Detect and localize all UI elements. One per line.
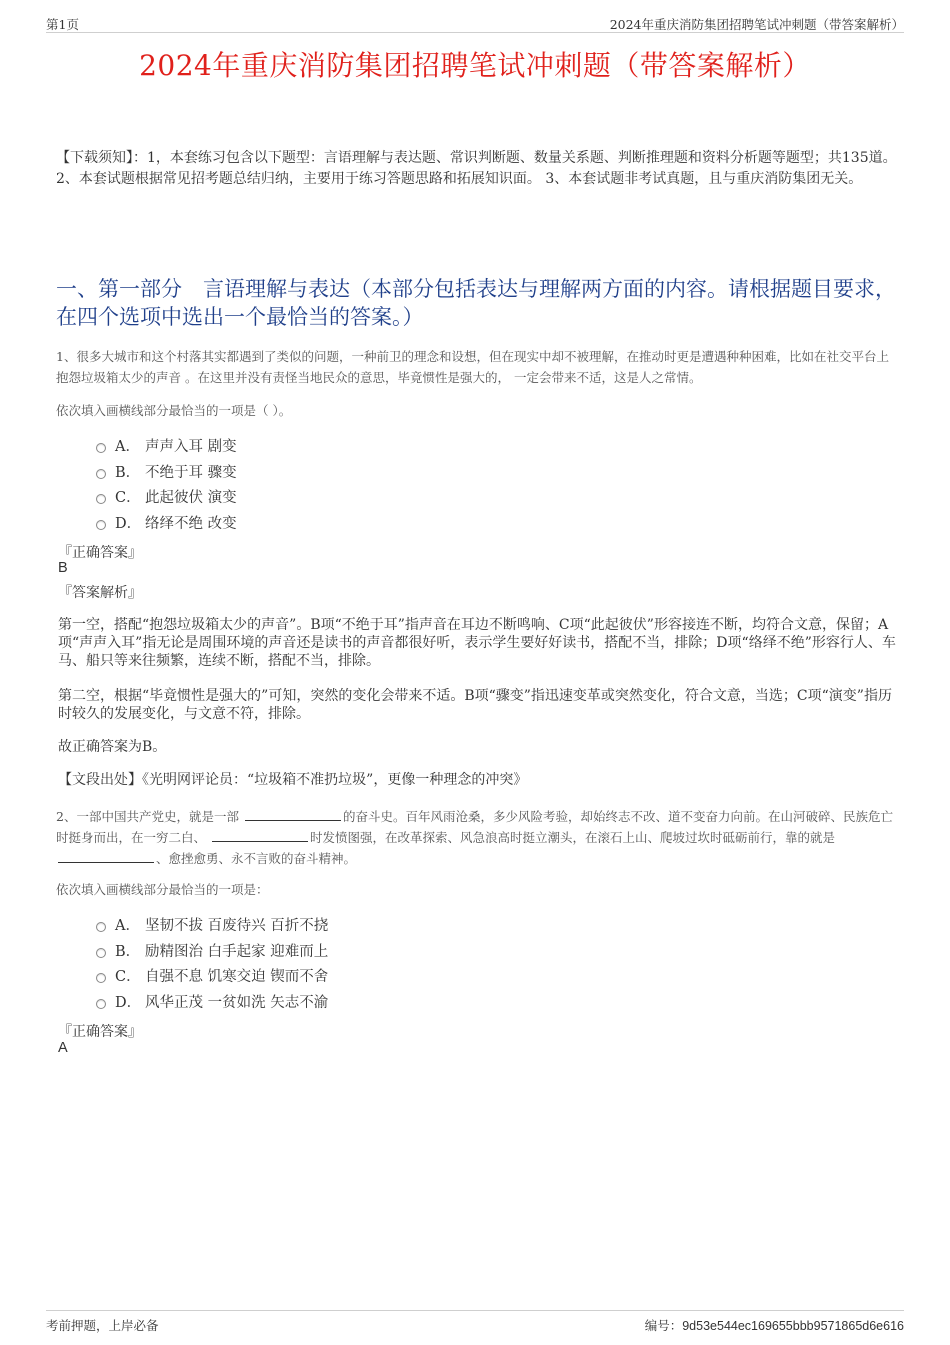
question-2-answer: A [58,1040,68,1056]
radio-button[interactable] [96,973,106,983]
header-doc-title: 2024年重庆消防集团招聘笔试冲刺题（带答案解析） [609,17,904,32]
question-1-option-c[interactable] [96,484,237,510]
page-number: 第1页 [46,17,79,32]
option-letter: D． [115,994,142,1011]
option-text: 励精图治 白手起家 迎难而上 [145,943,329,960]
page-footer [46,1310,904,1334]
fill-blank [245,809,341,821]
page-header [46,13,904,33]
option-text: 风华正茂 一贫如洗 矢志不渝 [145,994,329,1011]
option-text: 声声入耳 剧变 [145,439,237,456]
question-2-options [96,912,328,1014]
question-1-options [96,433,237,535]
question-1-option-a[interactable] [96,433,237,459]
fill-blank [212,830,308,842]
footer-code [645,1316,904,1334]
option-text: 坚韧不拔 百废待兴 百折不挠 [145,918,329,935]
question-2-text-part: 时发愤图强，在改革探索、风急浪高时挺立潮头，在滚石上山、爬坡过坎时砥砺前行，靠的就是 [309,830,835,845]
footer-code-label: 编号： [644,1318,683,1333]
option-letter: B． [115,464,141,481]
page-title: 2024年重庆消防集团招聘笔试冲刺题（带答案解析） [139,49,811,82]
radio-button[interactable] [96,443,106,453]
question-1-option-d[interactable] [96,510,237,536]
option-letter: A． [115,918,140,935]
radio-button[interactable] [96,999,106,1009]
question-2-option-d[interactable] [96,989,328,1015]
radio-button[interactable] [96,469,106,479]
question-2-option-b[interactable] [96,938,328,964]
question-1-answer: B [58,560,68,576]
download-notice: 【下载须知】：1，本套练习包含以下题型：言语理解与表达题、常识判断题、数量关系题、判断推理题和资料分析题等题型；共135道。 2、本套试题根据常见招考题总结归纳，主要用于练习答题思路和拓展知识面。 3、本套试题非考试真题，且与重庆消防集团无关。 [56,150,897,187]
question-2-text [56,806,901,869]
radio-button[interactable] [96,494,106,504]
option-letter: C． [115,969,141,986]
question-2-text-part: 、愈挫愈勇、永不言败的奋斗精神。 [156,851,357,866]
question-2-option-a[interactable] [96,912,328,938]
question-2-text-part: 的奋斗史。百年风雨沧桑，多少风险考验，却始终志不改、道不变奋力向前。在山河破碎、民族危亡时挺身而出，在一穷二白、 [56,809,893,845]
footer-slogan: 考前押题，上岸必备 [46,1318,159,1333]
question-2-option-c[interactable] [96,963,328,989]
question-1-text: 1、很多大城市和这个村落其实都遇到了类似的问题，一种前卫的理念和设想，但在现实中却不被理解，在推动时更是遭遇种种困难，比如在社交平台上抱怨垃圾箱太少的声音 。在这里并没有责怪当地民众的意思，毕竟惯性是强大的， 一定会带来不适，这是人之常情。 [56,349,889,385]
section-title: 一、第一部分 言语理解与表达（本部分包括表达与理解两方面的内容。请根据题目要求，在四个选项中选出一个最恰当的答案。） [56,277,896,329]
question-1-conclusion: 故正确答案为B。 [58,739,167,755]
question-1-analysis-paragraph-2: 第二空，根据“毕竟惯性是强大的”可知，突然的变化会带来不适。B项“骤变”指迅速变革或突然变化，符合文意，当选；C项“演变”指历时较久的发展变化，与文意不符，排除。 [58,688,892,722]
fill-blank [58,851,154,863]
question-1-answer-label: 『正确答案』 [58,545,142,561]
question-2-answer-label: 『正确答案』 [58,1024,142,1040]
question-1-option-b[interactable] [96,459,237,485]
question-2-text-part: 2、一部中国共产党史，就是一部 [56,809,243,824]
option-letter: D． [115,515,142,532]
option-text: 自强不息 饥寒交迫 锲而不舍 [145,969,329,986]
question-1-analysis-label: 『答案解析』 [58,585,142,601]
radio-button[interactable] [96,520,106,530]
option-text: 不绝于耳 骤变 [145,464,237,481]
question-1-prompt: 依次填入画横线部分最恰当的一项是（ ）。 [56,403,292,418]
option-letter: A． [115,439,140,456]
radio-button[interactable] [96,948,106,958]
option-text: 此起彼伏 演变 [145,490,237,507]
question-2-prompt: 依次填入画横线部分最恰当的一项是： [56,882,269,897]
option-text: 络绎不绝 改变 [145,515,237,532]
option-letter: B． [115,943,141,960]
option-letter: C． [115,490,141,507]
question-1-source: 【文段出处】《光明网评论员：“垃圾箱不准扔垃圾”，更像一种理念的冲突》 [58,772,528,788]
footer-code-value: 9d53e544ec169655bbb9571865d6e616 [682,1319,904,1333]
radio-button[interactable] [96,922,106,932]
question-1-analysis-paragraph-1: 第一空，搭配“抱怨垃圾箱太少的声音”。B项“不绝于耳”指声音在耳边不断鸣响、C项“此起彼伏”形容接连不断，均符合文意，保留；A项“声声入耳”指无论是周围环境的声音还是读书的声音都很好听，表示学生要好好读书，搭配不当，排除；D项“络绎不绝”形容行人、车马、船只等来往频繁，连续不断，搭配不当，排除。 [58,617,896,669]
